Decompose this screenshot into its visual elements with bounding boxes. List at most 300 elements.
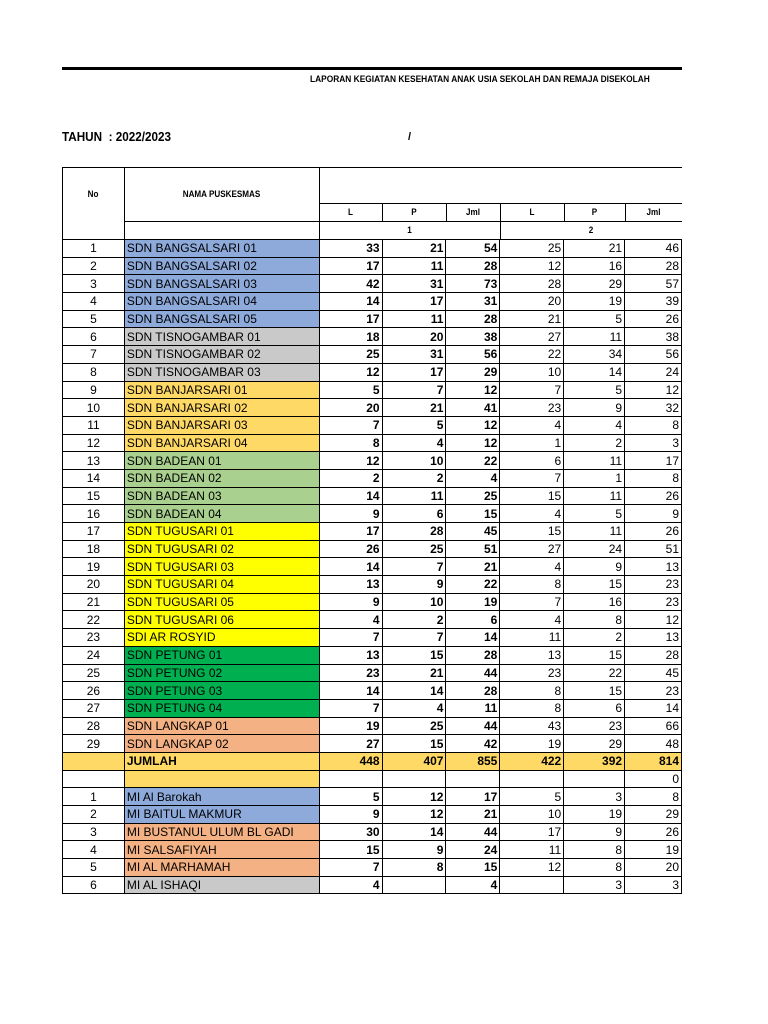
value-j1: 11 — [446, 699, 500, 717]
value-j1: 44 — [446, 823, 500, 841]
value-l2: 7 — [500, 593, 564, 611]
value-p1: 4 — [382, 434, 446, 452]
value-l2: 422 — [500, 752, 564, 770]
value-j2: 51 — [625, 540, 682, 558]
value-p1: 11 — [382, 310, 446, 328]
value-j2: 13 — [625, 629, 682, 647]
value-l1: 12 — [319, 363, 382, 381]
value-p2: 16 — [564, 257, 625, 275]
value-j2: 13 — [625, 558, 682, 576]
value-l2 — [500, 770, 564, 788]
row-number: 22 — [63, 611, 125, 629]
value-j2: 26 — [625, 823, 682, 841]
school-name: SDN LANGKAP 01 — [124, 717, 319, 735]
value-j2: 19 — [625, 841, 682, 859]
col-header-jml1: Jml — [466, 207, 480, 217]
value-l2: 8 — [500, 682, 564, 700]
value-l1: 448 — [319, 752, 382, 770]
table-row — [63, 346, 682, 364]
value-l2: 23 — [500, 399, 564, 417]
value-j2: 39 — [625, 293, 682, 311]
table-row — [63, 576, 682, 594]
school-name: SDN PETUNG 03 — [124, 682, 319, 700]
year-row — [62, 129, 171, 144]
school-name: SDN BANGSALSARI 05 — [124, 310, 319, 328]
value-j2: 8 — [625, 469, 682, 487]
value-j2: 46 — [625, 240, 682, 258]
value-j1: 28 — [446, 646, 500, 664]
value-p2: 19 — [564, 806, 625, 824]
school-name: SDN TUGUSARI 03 — [124, 558, 319, 576]
value-l1: 14 — [319, 487, 382, 505]
table-row — [63, 363, 682, 381]
value-j1: 24 — [446, 841, 500, 859]
row-number: 6 — [63, 328, 125, 346]
value-j1: 31 — [446, 293, 500, 311]
header-gridline — [124, 167, 125, 239]
table-row — [63, 593, 682, 611]
report-title: LAPORAN KEGIATAN KESEHATAN ANAK USIA SEKOLAH DAN REMAJA DISEKOLAH — [310, 74, 650, 85]
header-gridline — [564, 203, 565, 221]
value-l2: 8 — [500, 699, 564, 717]
value-l1: 7 — [319, 416, 382, 434]
value-p2: 1 — [564, 469, 625, 487]
value-j1: 29 — [446, 363, 500, 381]
value-j1: 15 — [446, 505, 500, 523]
value-p1 — [382, 770, 446, 788]
value-j2: 66 — [625, 717, 682, 735]
row-number: 10 — [63, 399, 125, 417]
row-number: 26 — [63, 682, 125, 700]
school-name: SDN LANGKAP 02 — [124, 735, 319, 753]
value-j1: 54 — [446, 240, 500, 258]
value-p2: 3 — [564, 876, 625, 894]
table-row — [63, 257, 682, 275]
row-number: 4 — [63, 293, 125, 311]
school-name: SDN TUGUSARI 04 — [124, 576, 319, 594]
row-number: 11 — [63, 416, 125, 434]
value-l1: 30 — [319, 823, 382, 841]
row-number — [63, 752, 125, 770]
value-j1: 21 — [446, 806, 500, 824]
row-number: 27 — [63, 699, 125, 717]
table-row — [63, 434, 682, 452]
value-p2: 15 — [564, 646, 625, 664]
value-j1: 14 — [446, 629, 500, 647]
row-number: 13 — [63, 452, 125, 470]
row-number: 24 — [63, 646, 125, 664]
table-row — [63, 735, 682, 753]
value-j1: 73 — [446, 275, 500, 293]
value-p1: 31 — [382, 346, 446, 364]
value-p2: 14 — [564, 363, 625, 381]
value-j2: 26 — [625, 523, 682, 541]
value-l1: 13 — [319, 576, 382, 594]
value-l2: 28 — [500, 275, 564, 293]
row-number: 5 — [63, 859, 125, 877]
col-header-p2: P — [591, 207, 598, 217]
col-header-no: No — [87, 189, 99, 199]
value-l1: 14 — [319, 558, 382, 576]
value-j2: 23 — [625, 576, 682, 594]
value-j1: 28 — [446, 310, 500, 328]
value-j1: 41 — [446, 399, 500, 417]
value-l2: 4 — [500, 611, 564, 629]
table-row — [63, 240, 682, 258]
value-j2: 9 — [625, 505, 682, 523]
school-name: SDN PETUNG 01 — [124, 646, 319, 664]
school-name: SDI AR ROSYID — [124, 629, 319, 647]
school-name: SDN TISNOGAMBAR 02 — [124, 346, 319, 364]
value-l1: 4 — [319, 876, 382, 894]
value-j2: 26 — [625, 310, 682, 328]
value-l2: 17 — [500, 823, 564, 841]
value-p1 — [382, 876, 446, 894]
value-j1: 15 — [446, 859, 500, 877]
value-p2: 11 — [564, 523, 625, 541]
value-p2: 5 — [564, 310, 625, 328]
table-row — [63, 876, 682, 894]
value-p1: 28 — [382, 523, 446, 541]
value-l2: 22 — [500, 346, 564, 364]
header-gridline — [382, 203, 383, 221]
value-j1: 44 — [446, 717, 500, 735]
value-p2: 34 — [564, 346, 625, 364]
value-p1: 11 — [382, 257, 446, 275]
value-j2: 8 — [625, 788, 682, 806]
value-l2: 13 — [500, 646, 564, 664]
value-l1: 26 — [319, 540, 382, 558]
value-j2: 45 — [625, 664, 682, 682]
value-j1: 45 — [446, 523, 500, 541]
total-row — [63, 752, 682, 770]
value-l1: 33 — [319, 240, 382, 258]
value-l2: 15 — [500, 523, 564, 541]
school-name: MI BUSTANUL ULUM BL GADI — [124, 823, 319, 841]
value-p1: 15 — [382, 646, 446, 664]
table-row — [63, 487, 682, 505]
value-l1: 14 — [319, 682, 382, 700]
school-name: MI AL MARHAMAH — [124, 859, 319, 877]
value-p2: 16 — [564, 593, 625, 611]
value-l2: 4 — [500, 416, 564, 434]
value-p1: 25 — [382, 717, 446, 735]
value-p2: 24 — [564, 540, 625, 558]
value-l2: 27 — [500, 540, 564, 558]
value-l2: 4 — [500, 558, 564, 576]
value-j2: 14 — [625, 699, 682, 717]
school-name: MI Al Barokah — [124, 788, 319, 806]
row-number: 17 — [63, 523, 125, 541]
value-l2: 11 — [500, 629, 564, 647]
table-row — [63, 611, 682, 629]
value-l2: 11 — [500, 841, 564, 859]
header-gridline — [62, 167, 63, 239]
value-j2: 26 — [625, 487, 682, 505]
value-j2: 56 — [625, 346, 682, 364]
col-group-1: 1 — [407, 225, 412, 235]
school-name: MI AL ISHAQI — [124, 876, 319, 894]
row-number: 19 — [63, 558, 125, 576]
value-j1: 56 — [446, 346, 500, 364]
value-p2 — [564, 770, 625, 788]
table-row — [63, 823, 682, 841]
value-j2: 814 — [625, 752, 682, 770]
table-row — [63, 806, 682, 824]
header-gridline — [124, 221, 682, 222]
value-j1: 28 — [446, 682, 500, 700]
school-name: SDN BANJARSARI 04 — [124, 434, 319, 452]
school-name: SDN TUGUSARI 01 — [124, 523, 319, 541]
school-name — [124, 770, 319, 788]
value-l1: 7 — [319, 859, 382, 877]
value-p2: 15 — [564, 682, 625, 700]
col-header-jml2: Jml — [646, 207, 661, 217]
value-l1: 23 — [319, 664, 382, 682]
row-number: 18 — [63, 540, 125, 558]
value-j1: 4 — [446, 876, 500, 894]
value-p2: 21 — [564, 240, 625, 258]
school-name: MI SALSAFIYAH — [124, 841, 319, 859]
value-l1: 17 — [319, 310, 382, 328]
value-j2: 28 — [625, 646, 682, 664]
school-name: SDN TISNOGAMBAR 01 — [124, 328, 319, 346]
value-l1: 20 — [319, 399, 382, 417]
value-p1: 21 — [382, 664, 446, 682]
value-l1: 14 — [319, 293, 382, 311]
value-p2: 5 — [564, 505, 625, 523]
value-p2: 11 — [564, 328, 625, 346]
value-l1: 9 — [319, 505, 382, 523]
header-gridline — [625, 203, 626, 221]
value-j1: 4 — [446, 469, 500, 487]
school-name: SDN BANGSALSARI 02 — [124, 257, 319, 275]
value-p2: 4 — [564, 416, 625, 434]
value-p2: 2 — [564, 434, 625, 452]
value-j1: 44 — [446, 664, 500, 682]
row-number: 15 — [63, 487, 125, 505]
value-l2: 7 — [500, 469, 564, 487]
top-border — [62, 67, 682, 70]
value-p1: 14 — [382, 823, 446, 841]
value-p1: 10 — [382, 593, 446, 611]
school-name: SDN BANJARSARI 02 — [124, 399, 319, 417]
value-l1: 4 — [319, 611, 382, 629]
school-name: SDN BANJARSARI 03 — [124, 416, 319, 434]
value-l2: 43 — [500, 717, 564, 735]
school-name: SDN BADEAN 04 — [124, 505, 319, 523]
col-header-p1: P — [411, 207, 417, 217]
value-j2: 38 — [625, 328, 682, 346]
header-gridline — [446, 203, 447, 221]
value-l1: 9 — [319, 806, 382, 824]
table-row — [63, 452, 682, 470]
year-value: : 2022/2023 — [108, 129, 172, 144]
value-l1: 2 — [319, 469, 382, 487]
value-p2: 5 — [564, 381, 625, 399]
value-p1: 21 — [382, 399, 446, 417]
value-l2: 23 — [500, 664, 564, 682]
value-l2: 7 — [500, 381, 564, 399]
value-p2: 8 — [564, 611, 625, 629]
row-number: 7 — [63, 346, 125, 364]
value-j1: 12 — [446, 434, 500, 452]
value-p2: 15 — [564, 576, 625, 594]
value-p2: 2 — [564, 629, 625, 647]
value-p1: 9 — [382, 576, 446, 594]
total-label: JUMLAH — [124, 752, 319, 770]
value-l2: 10 — [500, 806, 564, 824]
value-l1: 42 — [319, 275, 382, 293]
value-j1: 21 — [446, 558, 500, 576]
row-number: 29 — [63, 735, 125, 753]
value-l1: 5 — [319, 788, 382, 806]
value-p2: 19 — [564, 293, 625, 311]
school-name: SDN TUGUSARI 06 — [124, 611, 319, 629]
table-row — [63, 399, 682, 417]
value-p2: 9 — [564, 399, 625, 417]
table-row — [63, 770, 682, 788]
value-j2: 0 — [625, 770, 682, 788]
value-p1: 15 — [382, 735, 446, 753]
table-row — [63, 717, 682, 735]
table-row — [63, 646, 682, 664]
value-l1: 27 — [319, 735, 382, 753]
value-l2: 4 — [500, 505, 564, 523]
school-name: SDN BANGSALSARI 03 — [124, 275, 319, 293]
school-name: SDN TUGUSARI 02 — [124, 540, 319, 558]
school-name: SDN BANGSALSARI 01 — [124, 240, 319, 258]
value-j2: 12 — [625, 381, 682, 399]
value-p1: 4 — [382, 699, 446, 717]
value-p2: 6 — [564, 699, 625, 717]
row-number: 4 — [63, 841, 125, 859]
value-l1: 17 — [319, 257, 382, 275]
value-p1: 11 — [382, 487, 446, 505]
value-j1 — [446, 770, 500, 788]
table-row — [63, 859, 682, 877]
table-row — [63, 629, 682, 647]
value-p1: 9 — [382, 841, 446, 859]
value-j2: 48 — [625, 735, 682, 753]
table-row — [63, 664, 682, 682]
value-p1: 12 — [382, 788, 446, 806]
row-number: 5 — [63, 310, 125, 328]
value-j2: 17 — [625, 452, 682, 470]
value-j2: 29 — [625, 806, 682, 824]
data-table — [62, 239, 682, 894]
table-row — [63, 699, 682, 717]
value-l1: 17 — [319, 523, 382, 541]
value-j1: 25 — [446, 487, 500, 505]
value-l2 — [500, 876, 564, 894]
col-header-l1: L — [348, 207, 353, 217]
col-header-name: NAMA PUSKESMAS — [182, 189, 261, 199]
data-table-body — [63, 240, 682, 894]
value-j1: 22 — [446, 576, 500, 594]
table-row — [63, 381, 682, 399]
value-p2: 3 — [564, 788, 625, 806]
row-number: 1 — [63, 240, 125, 258]
school-name: SDN BADEAN 03 — [124, 487, 319, 505]
table-row — [63, 523, 682, 541]
row-number: 8 — [63, 363, 125, 381]
row-number: 1 — [63, 788, 125, 806]
school-name: SDN TISNOGAMBAR 03 — [124, 363, 319, 381]
value-p1: 407 — [382, 752, 446, 770]
value-p2: 9 — [564, 823, 625, 841]
row-number: 14 — [63, 469, 125, 487]
value-j1: 19 — [446, 593, 500, 611]
value-j1: 12 — [446, 416, 500, 434]
col-header-l2: L — [529, 207, 535, 217]
value-p1: 20 — [382, 328, 446, 346]
row-number: 2 — [63, 806, 125, 824]
value-p1: 12 — [382, 806, 446, 824]
value-p2: 29 — [564, 735, 625, 753]
value-p1: 2 — [382, 469, 446, 487]
slash-mark: / — [408, 131, 412, 143]
value-p1: 21 — [382, 240, 446, 258]
value-l2: 1 — [500, 434, 564, 452]
value-p1: 6 — [382, 505, 446, 523]
value-l1: 8 — [319, 434, 382, 452]
row-number: 3 — [63, 823, 125, 841]
value-l1: 13 — [319, 646, 382, 664]
row-number: 20 — [63, 576, 125, 594]
value-l2: 12 — [500, 257, 564, 275]
school-name: SDN PETUNG 02 — [124, 664, 319, 682]
year-label: TAHUN — [62, 129, 103, 144]
value-l2: 25 — [500, 240, 564, 258]
value-l2: 27 — [500, 328, 564, 346]
value-j1: 28 — [446, 257, 500, 275]
value-p1: 5 — [382, 416, 446, 434]
value-p2: 8 — [564, 841, 625, 859]
value-l2: 12 — [500, 859, 564, 877]
value-j1: 17 — [446, 788, 500, 806]
value-l1: 19 — [319, 717, 382, 735]
row-number: 28 — [63, 717, 125, 735]
value-l2: 5 — [500, 788, 564, 806]
value-j2: 12 — [625, 611, 682, 629]
value-j2: 23 — [625, 593, 682, 611]
value-j1: 6 — [446, 611, 500, 629]
row-number: 16 — [63, 505, 125, 523]
value-j2: 3 — [625, 434, 682, 452]
school-name: SDN PETUNG 04 — [124, 699, 319, 717]
table-row — [63, 788, 682, 806]
value-l2: 15 — [500, 487, 564, 505]
value-j2: 8 — [625, 416, 682, 434]
school-name: SDN BANGSALSARI 04 — [124, 293, 319, 311]
value-p1: 17 — [382, 293, 446, 311]
school-name: MI BAITUL MAKMUR — [124, 806, 319, 824]
header-divider — [62, 167, 682, 168]
value-j1: 42 — [446, 735, 500, 753]
value-p2: 392 — [564, 752, 625, 770]
value-l1: 12 — [319, 452, 382, 470]
value-l2: 20 — [500, 293, 564, 311]
col-group-2: 2 — [588, 225, 594, 235]
table-row — [63, 505, 682, 523]
value-j2: 28 — [625, 257, 682, 275]
table-row — [63, 540, 682, 558]
row-number: 6 — [63, 876, 125, 894]
value-j2: 57 — [625, 275, 682, 293]
value-p2: 9 — [564, 558, 625, 576]
table-row — [63, 275, 682, 293]
